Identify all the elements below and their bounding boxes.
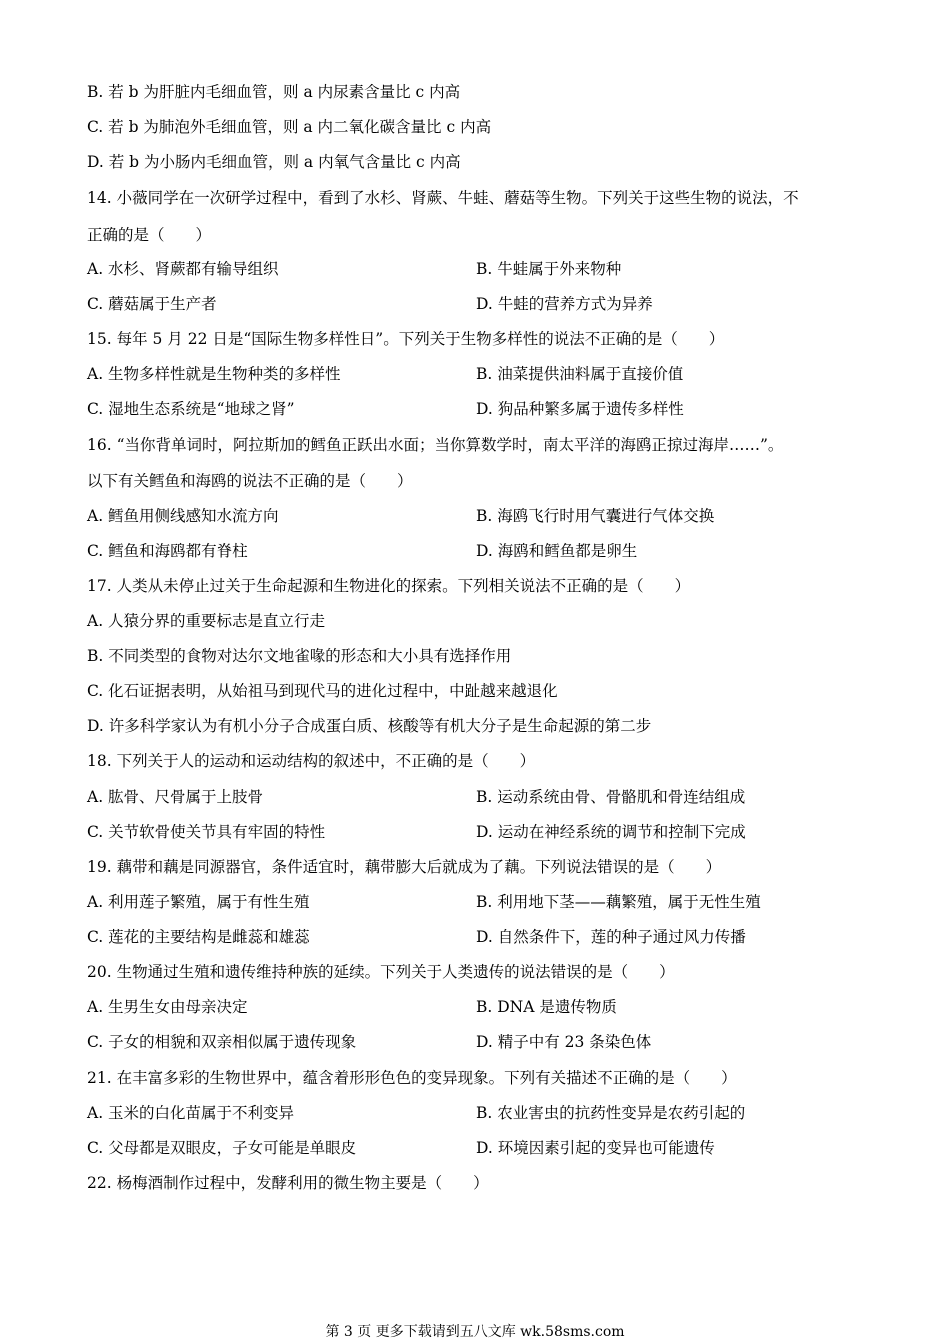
q20-option-c: C. 子女的相貌和双亲相似属于遗传现象 [87,1033,357,1051]
q20-option-a: A. 生男生女由母亲决定 [87,998,248,1016]
q19-option-b: B. 利用地下茎——藕繁殖，属于无性生殖 [476,893,761,911]
q14-option-b: B. 牛蛙属于外来物种 [476,260,622,278]
q13-option-b: B. 若 b 为肝脏内毛细血管，则 a 内尿素含量比 c 内高 [87,83,461,101]
q21-option-c: C. 父母都是双眼皮，子女可能是单眼皮 [87,1139,357,1157]
q14-option-a: A. 水杉、肾蕨都有输导组织 [87,260,279,278]
page-footer: 第 3 页 更多下载请到五八文库 wk.58sms.com [325,1324,625,1340]
q20-stem: 20. 生物通过生殖和遗传维持种族的延续。下列关于人类遗传的说法错误的是（ ） [87,963,675,981]
q13-option-c: C. 若 b 为肺泡外毛细血管，则 a 内二氧化碳含量比 c 内高 [87,118,492,136]
q13-option-d: D. 若 b 为小肠内毛细血管，则 a 内氧气含量比 c 内高 [87,153,461,171]
q15-option-d: D. 狗品种繁多属于遗传多样性 [476,400,684,418]
q18-option-d: D. 运动在神经系统的调节和控制下完成 [476,823,746,841]
q18-option-c: C. 关节软骨使关节具有牢固的特性 [87,823,326,841]
q16-option-a: A. 鳕鱼用侧线感知水流方向 [87,507,279,525]
q15-option-a: A. 生物多样性就是生物种类的多样性 [87,365,341,383]
q18-option-a: A. 肱骨、尺骨属于上肢骨 [87,788,264,806]
q14-option-c: C. 蘑菇属于生产者 [87,295,217,313]
q16-option-c: C. 鳕鱼和海鸥都有脊柱 [87,542,248,560]
q17-option-a: A. 人猿分界的重要标志是直立行走 [87,612,326,630]
q15-option-c: C. 湿地生态系统是“地球之肾” [87,400,295,418]
q15-stem: 15. 每年 5 月 22 日是“国际生物多样性日”。下列关于生物多样性的说法不正确的是（ ） [87,330,725,348]
q17-stem: 17. 人类从未停止过关于生命起源和生物进化的探索。下列相关说法不正确的是（ ） [87,577,691,595]
q19-option-a: A. 利用莲子繁殖，属于有性生殖 [87,893,310,911]
q21-option-b: B. 农业害虫的抗药性变异是农药引起的 [476,1104,746,1122]
q21-option-d: D. 环境因素引起的变异也可能遗传 [476,1139,715,1157]
q14-option-d: D. 牛蛙的营养方式为异养 [476,295,653,313]
q20-option-b: B. DNA 是遗传物质 [476,998,617,1016]
q17-option-b: B. 不同类型的食物对达尔文地雀喙的形态和大小具有选择作用 [87,647,512,665]
q17-option-c: C. 化石证据表明，从始祖马到现代马的进化过程中，中趾越来越退化 [87,682,558,700]
q18-option-b: B. 运动系统由骨、骨骼肌和骨连结组成 [476,788,746,806]
q20-option-d: D. 精子中有 23 条染色体 [476,1033,652,1051]
q21-option-a: A. 玉米的白化苗属于不利变异 [87,1104,295,1122]
q16-option-b: B. 海鸥飞行时用气囊进行气体交换 [476,507,715,525]
q19-option-c: C. 莲花的主要结构是雌蕊和雄蕊 [87,928,310,946]
q14-stem: 14. 小薇同学在一次研学过程中，看到了水杉、肾蕨、牛蛙、蘑菇等生物。下列关于这些生物的说法，不 [87,189,799,207]
q18-stem: 18. 下列关于人的运动和运动结构的叙述中，不正确的是（ ） [87,752,536,770]
q15-option-b: B. 油菜提供油料属于直接价值 [476,365,684,383]
q16-stem: 16. “当你背单词时，阿拉斯加的鳕鱼正跃出水面；当你算数学时，南太平洋的海鸥正掠过海岸……”。 [87,436,784,454]
q22-stem: 22. 杨梅酒制作过程中，发酵利用的微生物主要是（ ） [87,1174,489,1192]
q17-option-d: D. 许多科学家认为有机小分子合成蛋白质、核酸等有机大分子是生命起源的第二步 [87,717,652,735]
q21-stem: 21. 在丰富多彩的生物世界中，蕴含着形形色色的变异现象。下列有关描述不正确的是（ ） [87,1069,737,1087]
q16-option-d: D. 海鸥和鳕鱼都是卵生 [476,542,638,560]
q16-stem-cont: 以下有关鳕鱼和海鸥的说法不正确的是（ ） [87,472,413,490]
q19-stem: 19. 藕带和藕是同源器官，条件适宜时，藕带膨大后就成为了藕。下列说法错误的是（ ） [87,858,722,876]
q19-option-d: D. 自然条件下，莲的种子通过风力传播 [476,928,746,946]
q14-stem-cont: 正确的是（ ） [87,226,212,244]
